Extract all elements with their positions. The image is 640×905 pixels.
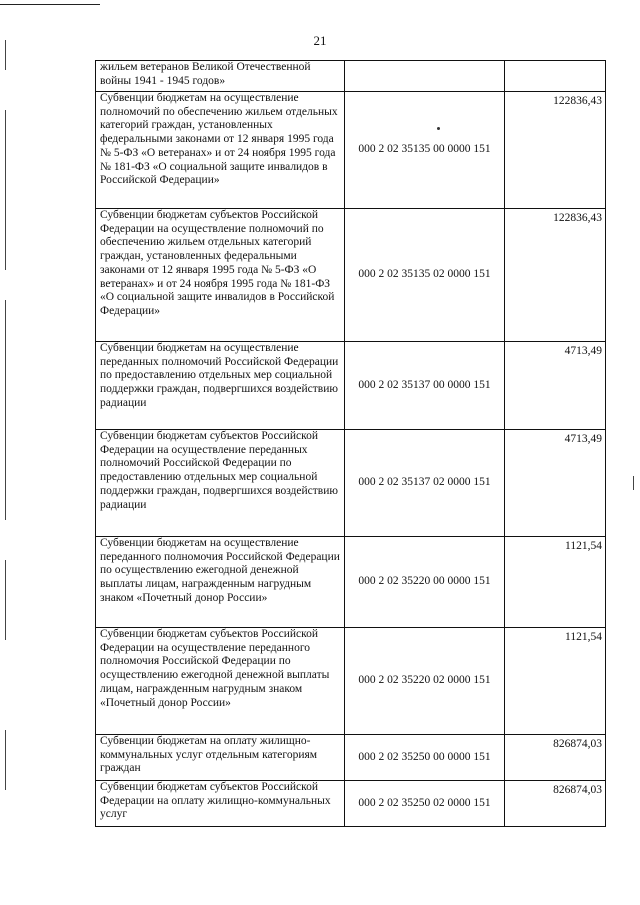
table-row (96, 61, 606, 92)
budget-code (345, 61, 505, 92)
margin-scan-mark (633, 476, 634, 490)
budget-code: 000 2 02 35220 02 0000 151 (345, 628, 505, 735)
table-row (96, 430, 606, 537)
row-description: Субвенции бюджетам субъектов Российской Федерации на осуществление переданного полномочия Российской Федерации по осуществлению ежегодной денежной выплаты лицам, награжденным нагрудным знаком «Почетный донор России» (96, 628, 345, 735)
budget-code: 000 2 02 35250 00 0000 151 (345, 735, 505, 781)
amount: 122836,43 (505, 209, 606, 342)
table-row (96, 92, 606, 209)
table-row (96, 628, 606, 735)
budget-table (95, 60, 606, 827)
row-description: Субвенции бюджетам субъектов Российской Федерации на осуществление полномочий по обеспечению жильем отдельных категорий граждан, установленных федеральными законами от 12 января 1995 года № 5-ФЗ «О ветеранах» и от 24 ноября 1995 года № 181-ФЗ «О социальной защите инвалидов в Российской Федерации» (96, 209, 345, 342)
margin-scan-mark (5, 110, 6, 270)
table-row (96, 537, 606, 628)
budget-code: 000 2 02 35135 00 0000 151 (345, 92, 505, 209)
row-description: Субвенции бюджетам субъектов Российской Федерации на осуществление переданных полномочий Российской Федерации по предоставлению отдельных мер социальной поддержки граждан, подвергшихся воздействию радиации (96, 430, 345, 537)
row-description: Субвенции бюджетам на осуществление полномочий по обеспечению жильем отдельных категорий граждан, установленных федеральными законами от 12 января 1995 года № 5-ФЗ «О ветеранах» и от 24 ноября 1995 года № 181-ФЗ «О социальной защите инвалидов в Российской Федерации» (96, 92, 345, 209)
budget-code: 000 2 02 35137 02 0000 151 (345, 430, 505, 537)
table-row (96, 209, 606, 342)
amount (505, 61, 606, 92)
budget-code: 000 2 02 35137 00 0000 151 (345, 342, 505, 430)
table-row (96, 735, 606, 781)
table-row (96, 342, 606, 430)
margin-scan-mark (5, 40, 6, 70)
row-description: жильем ветеранов Великой Отечественной войны 1941 - 1945 годов» (96, 61, 345, 92)
margin-scan-mark (5, 730, 6, 790)
amount: 1121,54 (505, 537, 606, 628)
margin-scan-mark (5, 560, 6, 640)
budget-code: 000 2 02 35220 00 0000 151 (345, 537, 505, 628)
amount: 4713,49 (505, 430, 606, 537)
amount: 826874,03 (505, 735, 606, 781)
margin-scan-mark (5, 300, 6, 520)
amount: 122836,43 (505, 92, 606, 209)
row-description: Субвенции бюджетам на осуществление переданных полномочий Российской Федерации по предоставлению отдельных мер социальной поддержки граждан, подвергшихся воздействию радиации (96, 342, 345, 430)
row-description: Субвенции бюджетам на осуществление переданного полномочия Российской Федерации по осуществлению ежегодной денежной выплаты лицам, награжденным нагрудным знаком «Почетный донор России» (96, 537, 345, 628)
table-row (96, 781, 606, 827)
page-number: 21 (313, 33, 327, 48)
amount: 4713,49 (505, 342, 606, 430)
amount: 826874,03 (505, 781, 606, 827)
row-description: Субвенции бюджетам субъектов Российской Федерации на оплату жилищно-коммунальных услуг (96, 781, 345, 827)
amount: 1121,54 (505, 628, 606, 735)
budget-code: 000 2 02 35250 02 0000 151 (345, 781, 505, 827)
row-description: Субвенции бюджетам на оплату жилищно-коммунальных услуг отдельным категориям граждан (96, 735, 345, 781)
top-rule (0, 4, 100, 5)
budget-code: 000 2 02 35135 02 0000 151 (345, 209, 505, 342)
